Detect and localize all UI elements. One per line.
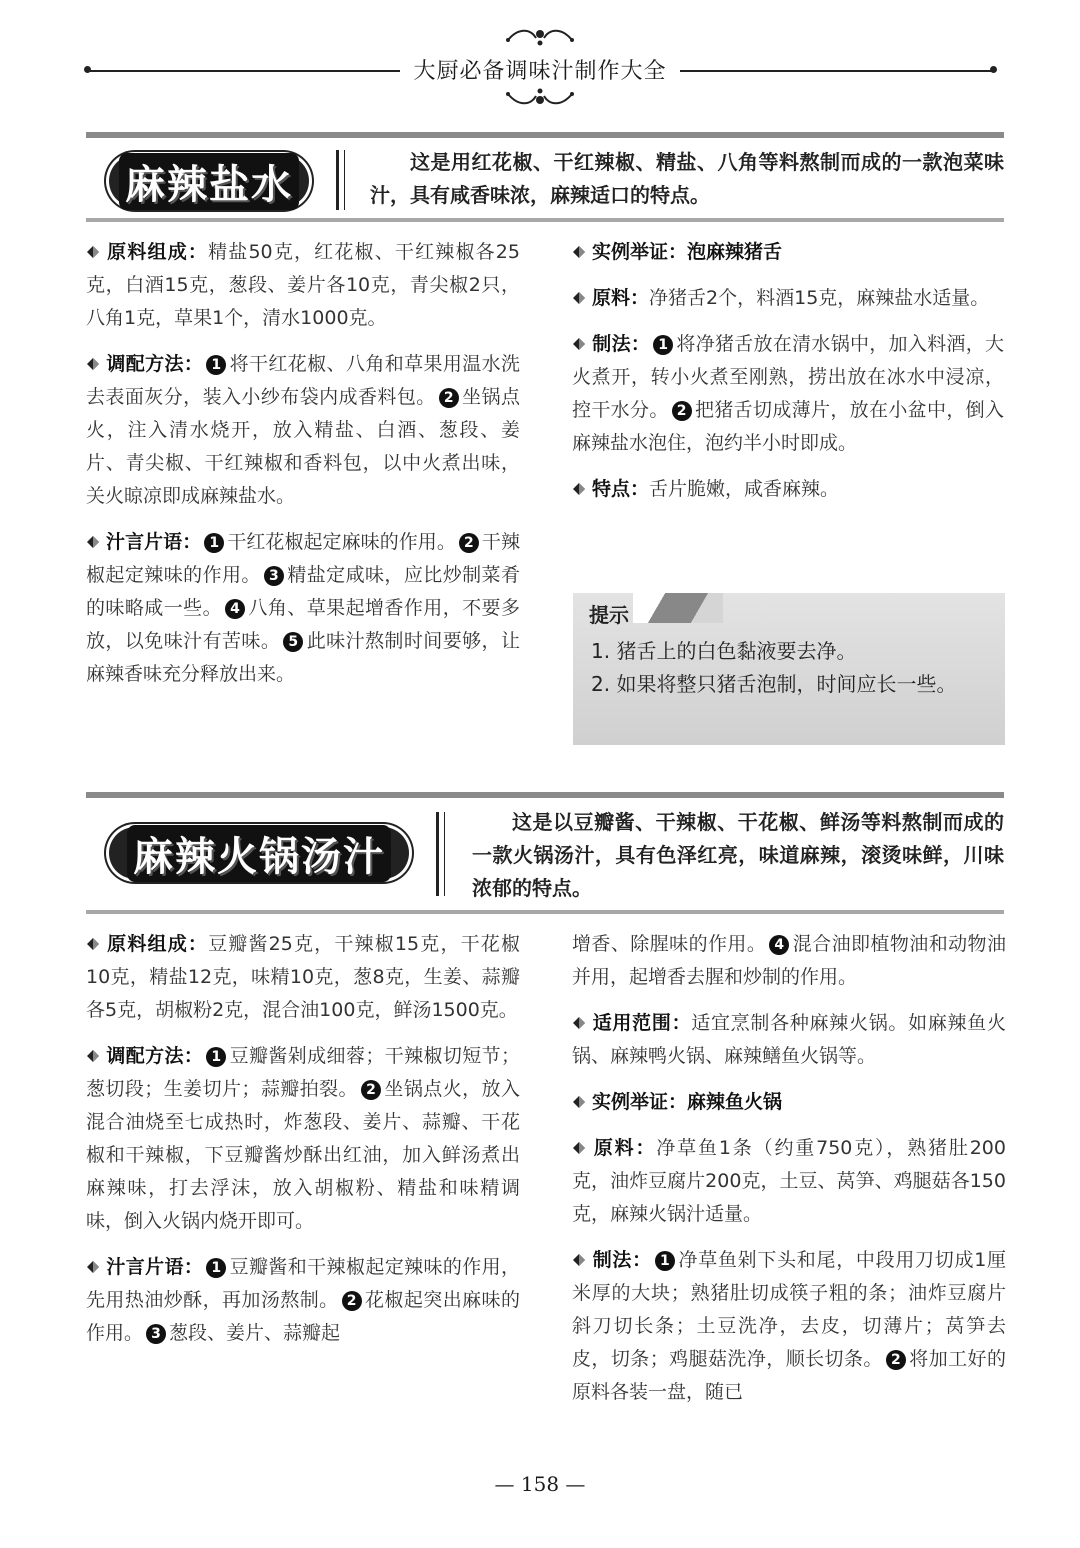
step-number-1-icon: 1 bbox=[206, 1258, 226, 1278]
s2-cont-text: 增香、除腥味的作用。 bbox=[572, 933, 767, 955]
s1-method-label: 调配方法： bbox=[106, 353, 204, 375]
s2-ingredients bbox=[86, 928, 520, 1027]
section2-intro: 这是以豆瓣酱、干辣椒、干花椒、鲜汤等料熬制而成的一款火锅汤汁，具有色泽红亮，味道麻辣，滚烫味鲜，川味浓郁的特点。 bbox=[472, 810, 1004, 900]
s2-tips-label: 汁言片语： bbox=[106, 1256, 204, 1278]
step-number-3-icon: 3 bbox=[264, 566, 284, 586]
s1-materials-label: 原料： bbox=[592, 287, 650, 309]
diamond-bullet-icon bbox=[86, 535, 100, 549]
tip-title: 提示 bbox=[589, 603, 629, 627]
s1-ingredients bbox=[86, 236, 520, 335]
section1-divider bbox=[336, 150, 339, 210]
page-number: — 158 — bbox=[494, 1472, 586, 1496]
section1-left-column bbox=[86, 236, 520, 704]
s1-example bbox=[572, 236, 1004, 269]
step-number-2-icon: 2 bbox=[361, 1080, 381, 1100]
s2-scope-text: 适宜烹制各种麻辣火锅。如麻辣鱼火锅、麻辣鸭火锅、麻辣鳝鱼火锅等。 bbox=[572, 1012, 1006, 1067]
section2-divider bbox=[436, 812, 439, 896]
s1-ingredients-text: 精盐50克，红花椒、干红辣椒各25克，白酒15克，葱段、姜片各10克，青尖椒2只，八角1克，草果1个，清水1000克。 bbox=[86, 241, 520, 329]
s1-tips bbox=[86, 526, 520, 691]
section1-divider-thin bbox=[344, 150, 345, 210]
s2-method-2: 坐锅点火，放入混合油烧至七成热时，炸葱段、姜片、蒜瓣、干花椒和干辣椒，下豆瓣酱炒酥出红油，加入鲜汤煮出麻辣味，打去浮沫，放入胡椒粉、精盐和味精调味，倒入火锅内烧开即可。 bbox=[86, 1078, 520, 1232]
s2-scope bbox=[572, 1007, 1006, 1073]
diamond-bullet-icon bbox=[572, 291, 586, 305]
diamond-bullet-icon bbox=[572, 1253, 586, 1267]
step-number-2-icon: 2 bbox=[342, 1291, 362, 1311]
s1-tip-1: 干红花椒起定麻味的作用。 bbox=[227, 531, 456, 553]
tip-item: 2. 如果将整只猪舌泡制，时间应长一些。 bbox=[591, 672, 957, 696]
s2-materials-label: 原料： bbox=[592, 1137, 657, 1159]
step-number-4-icon: 4 bbox=[769, 935, 789, 955]
s2-tip-4: 混合油即植物油和动物油并用，起增香去腥和炒制的作用。 bbox=[572, 933, 1006, 988]
s2-materials-text: 净草鱼1条（约重750克），熟猪肚200克，油炸豆腐片200克，土豆、莴笋、鸡腿菇各150克，麻辣火锅汁适量。 bbox=[572, 1137, 1006, 1225]
section1-intro: 这是用红花椒、干红辣椒、精盐、八角等料熬制而成的一款泡菜味汁，具有咸香味浓，麻辣适口的特点。 bbox=[370, 150, 1004, 207]
header-rule-left bbox=[88, 70, 400, 72]
section2-title-badge bbox=[106, 824, 412, 882]
step-number-2-icon: 2 bbox=[459, 533, 479, 553]
step-number-2-icon: 2 bbox=[886, 1350, 906, 1370]
s1-method-1: 将干红花椒、八角和草果用温水洗去表面灰分，装入小纱布袋内成香料包。 bbox=[86, 353, 520, 408]
step-number-5-icon: 5 bbox=[283, 632, 303, 652]
step-number-1-icon: 1 bbox=[655, 1251, 675, 1271]
s1-method-2: 坐锅点火，注入清水烧开，放入精盐、白酒、葱段、姜片、青尖椒、干红辣椒和香料包，以中火煮出味，关火晾凉即成麻辣盐水。 bbox=[86, 386, 520, 507]
s1-ingredients-label: 原料组成： bbox=[106, 241, 209, 263]
s2-method-label: 调配方法： bbox=[106, 1045, 204, 1067]
step-number-3-icon: 3 bbox=[146, 1324, 166, 1344]
s1-step-1: 将净猪舌放在清水锅中，加入料酒，大火煮开，转小火煮至刚熟，捞出放在冰水中浸凉，控干水分。 bbox=[572, 333, 1004, 421]
section1-title-badge bbox=[106, 152, 312, 210]
s2-step-1: 净草鱼剁下头和尾，中段用刀切成1厘米厚的大块；熟猪肚切成筷子粗的条；油炸豆腐片斜刀切长条；土豆洗净，去皮，切薄片；莴笋去皮，切条；鸡腿菇洗净，顺长切条。 bbox=[572, 1249, 1006, 1370]
tip-box bbox=[573, 593, 1005, 745]
s1-tips-label: 汁言片语： bbox=[106, 531, 202, 553]
section2-bottom-bar bbox=[86, 910, 1004, 914]
diamond-bullet-icon bbox=[572, 1016, 586, 1030]
s2-materials bbox=[572, 1132, 1006, 1231]
s1-steps bbox=[572, 328, 1004, 460]
section2-title: 麻辣火锅汤汁 bbox=[127, 825, 391, 882]
tip-item: 1. 猪舌上的白色黏液要去净。 bbox=[591, 639, 857, 663]
s1-feature bbox=[572, 473, 1004, 506]
section2-left-column bbox=[86, 928, 520, 1363]
s2-cont bbox=[572, 928, 1006, 994]
s2-steps bbox=[572, 1244, 1006, 1409]
step-number-4-icon: 4 bbox=[225, 599, 245, 619]
step-number-2-icon: 2 bbox=[672, 401, 692, 421]
diamond-bullet-icon bbox=[572, 1095, 586, 1109]
step-number-2-icon: 2 bbox=[439, 388, 459, 408]
s1-step-2: 把猪舌切成薄片，放在小盆中，倒入麻辣盐水泡住，泡约半小时即成。 bbox=[572, 399, 1004, 454]
tip-list bbox=[591, 635, 991, 701]
diamond-bullet-icon bbox=[86, 1260, 100, 1274]
diamond-bullet-icon bbox=[572, 1141, 586, 1155]
s2-ingredients-text: 豆瓣酱25克，干辣椒15克，干花椒10克，精盐12克，味精10克，葱8克，生姜、蒜瓣各5克，胡椒粉2克，混合油100克，鲜汤1500克。 bbox=[86, 933, 520, 1021]
diamond-bullet-icon bbox=[572, 337, 586, 351]
s1-steps-label: 制法： bbox=[592, 333, 651, 355]
s1-feature-label: 特点： bbox=[592, 478, 650, 500]
s2-tip-3: 葱段、姜片、蒜瓣起 bbox=[169, 1322, 341, 1344]
step-number-1-icon: 1 bbox=[653, 335, 673, 355]
s1-tip-3: 精盐定咸味，应比炒制菜肴的味略咸一些。 bbox=[86, 564, 520, 619]
s2-steps-label: 制法： bbox=[592, 1249, 652, 1271]
section2-right-column bbox=[572, 928, 1006, 1422]
s2-scope-label: 适用范围： bbox=[592, 1012, 692, 1034]
running-header-title: 大厨必备调味汁制作大全 bbox=[405, 54, 675, 85]
top-ornament bbox=[500, 24, 580, 48]
s1-materials-text: 净猪舌2个，料酒15克，麻辣盐水适量。 bbox=[649, 287, 990, 309]
s2-example-label: 实例举证： bbox=[592, 1091, 688, 1113]
s2-tip-2: 花椒起突出麻味的作用。 bbox=[86, 1289, 520, 1344]
step-number-1-icon: 1 bbox=[206, 1047, 226, 1067]
s2-example bbox=[572, 1086, 1006, 1119]
s2-method bbox=[86, 1040, 520, 1238]
s1-tip-2: 干辣椒起定辣味的作用。 bbox=[86, 531, 520, 586]
header-dot-right bbox=[990, 66, 997, 73]
diamond-bullet-icon bbox=[86, 245, 100, 259]
s2-ingredients-label: 原料组成： bbox=[106, 933, 209, 955]
s2-method-1: 豆瓣酱剁成细蓉；干辣椒切短节；葱切段；生姜切片；蒜瓣拍裂。 bbox=[86, 1045, 520, 1100]
section2-top-bar bbox=[86, 792, 1004, 798]
s1-example-label: 实例举证： bbox=[592, 241, 688, 263]
diamond-bullet-icon bbox=[86, 937, 100, 951]
diamond-bullet-icon bbox=[572, 482, 586, 496]
diamond-bullet-icon bbox=[86, 1049, 100, 1063]
s2-example-name: 麻辣鱼火锅 bbox=[687, 1091, 783, 1113]
step-number-1-icon: 1 bbox=[204, 533, 224, 553]
section1-title: 麻辣盐水 bbox=[119, 153, 299, 210]
tip-tab-decoration bbox=[633, 593, 723, 623]
s1-tip-4: 八角、草果起增香作用，不要多放，以免味汁有苦味。 bbox=[86, 597, 520, 652]
s1-method bbox=[86, 348, 520, 513]
section1-top-bar bbox=[86, 132, 1004, 138]
section1-bottom-bar bbox=[86, 218, 1004, 222]
s2-tips bbox=[86, 1251, 520, 1350]
s1-tip-5: 此味汁熬制时间要够，让麻辣香味充分释放出来。 bbox=[86, 630, 520, 685]
diamond-bullet-icon bbox=[572, 245, 586, 259]
s1-feature-text: 舌片脆嫩，咸香麻辣。 bbox=[649, 478, 840, 500]
s1-example-name: 泡麻辣猪舌 bbox=[687, 241, 783, 263]
step-number-1-icon: 1 bbox=[206, 355, 226, 375]
s2-tip-1: 豆瓣酱和干辣椒起定辣味的作用，先用热油炒酥，再加汤熬制。 bbox=[86, 1256, 520, 1311]
s1-materials bbox=[572, 282, 1004, 315]
header-rule-right bbox=[680, 70, 992, 72]
bottom-ornament bbox=[500, 86, 580, 110]
s2-step-2: 将加工好的原料各装一盘，随已 bbox=[572, 1348, 1006, 1403]
diamond-bullet-icon bbox=[86, 357, 100, 371]
section2-divider-thin bbox=[444, 812, 445, 896]
section1-right-column bbox=[572, 236, 1004, 519]
